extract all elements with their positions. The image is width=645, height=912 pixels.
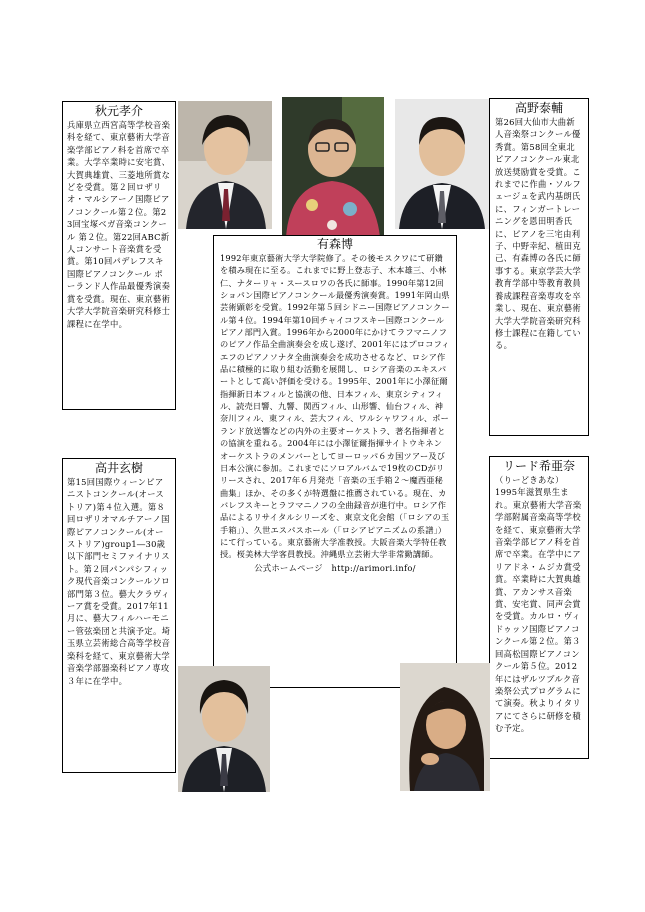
profile-name: 高野泰輔 [514,101,563,115]
profile-name: 有森博 [316,237,353,251]
portrait-arimori [282,97,384,237]
profile-bio: 第15回国際ウィーンピアニストコンクール(オーストリア)第４位入選。第８回ロザリオマルチアーノ国際ピアノコンクール(オーストリア)group1―30歳以下部門セミファイナリスト。第２回パンパシフィック現代音楽コンクールソロ部門第３位。藝大クラヴィーア賞を受賞。2017年11月に、藝大フィルハーモニー管弦楽団と共演予定。埼玉県立芸術総合高等学校音楽科を経て、東京藝術大学音楽学部器楽科ピアノ専攻３年に在学中。 [67,477,171,686]
profile-arimori [213,235,457,688]
profile-bio: 1992年東京藝術大学大学院修了。その後モスクワにて研鑽を積み現在に至る。これまでに野上登志子、木本雄三、小林仁、ナターリャ・スースロワの各氏に師事。1990年第12回ショパン国際ピアノコンクール最優秀演奏賞。1991年岡山県芸術顕彰を受賞。1992年第５回シドニー国際ピアノコンクール第４位。1994年第10回チャイコフスキー国際コンクールピアノ部門入賞。1996年から2000年にかけてラフマニノフのピアノ作品全曲演奏会を成し遂げ、2001年にはプロコフィエフのピアノソナタ全曲演奏会を成功させるなど、ロシア作品に積極的に取り組む活動を展開し、ロシア音楽のエキスパートとして高い評価を受ける。1995年、2001年に小澤征爾指揮新日本フィルと協演の他、日本フィル、東京シティフィル、読売日響、九響、関西フィル、山形響、仙台フィル、神奈川フィル、東フィル、芸大フィル、ワルシャワフィル、ポーランド放送響などの内外の主要オーケストラ、著名指揮者との協演を重ねる。2004年には小澤征爾指揮サイトウキネンオーケストラのメンバーとしてヨーロッパ６カ国ツアー及び日本公演に参加。これまでにソロアルバムで19枚のCDがリリースされ、2017年６月発売「音楽の玉手箱２～魔西亜秘曲集」ほか、その多くが特選盤に推薦されている。現在、カバレフスキーとラフマニノフの全曲録音が進行中。ロシア作品によるリサイタルシリーズを、東京文化会館（「ロシアの玉手箱」）、久世エスパスホール（「ロシアピアニズムの系譜」）にて行っている。東京藝術大学准教授。大阪音楽大学特任教授。桜美林大学客員教授。沖縄県立芸術大学非常勤講師。 [220,253,450,560]
portrait-takai [178,666,270,792]
profile-bio: 第26回大仙市大曲新人音楽祭コンクール優秀賞。第58回全東北ピアノコンクール東北放送奨励賞を受賞。これまでに作曲・ソルフェージュを武内基朗氏に、フィンガートレーニングを恩田明香氏に、ピアノを三宅由利子、中野幸紀、植田克己、有森博の各氏に師事する。東京学芸大学教育学部中等教育教員養成課程音楽専攻を卒業し、現在、東京藝術大学大学院音楽研究科修士課程に在籍している。 [495,117,581,351]
profile-reading: （りーどきあな） [495,475,564,485]
profile-reed [489,456,589,759]
portrait-takano [395,99,489,229]
homepage-link[interactable]: 公式ホームページ http://arimori.info/ [254,562,416,573]
portrait-reed [400,663,490,791]
profile-takai [62,458,176,773]
profile-bio: 1995年滋賀県生まれ。東京藝術大学音楽学部附属音楽高等学校を経て、東京藝術大学音楽学部ピアノ科を首席で卒業。在学中にアリアドネ・ムジカ賞受賞。卒業時に大賀典雄賞、アカンサス音楽賞、安宅賞、同声会賞を受賞。カルロ・ヴィドゥッソ国際ピアノコンクール第２位。第３回高松国際ピアノコンクール第５位。2012年にはザルツブルク音楽祭公式プログラムにて演奏。秋よりイタリアにてさらに研修を積む予定。 [495,487,582,734]
profile-name: リード希亜奈 [502,459,575,473]
profile-bio: 兵庫県立西宮高等学校音楽科を経て、東京藝術大学音楽学部ピアノ科を首席で卒業。大学卒業時に安宅賞、大賀典雄賞、三菱地所賞などを受賞。第２回ロザリオ・マルシアーノ国際ピアノコンクール第２位。第23回宝塚ベガ音楽コンクール 第２位。第22回ABC新人コンサート音楽賞を受賞。第10回パデレフスキ国際ピアノコンクール ポーランド人作品最優秀演奏賞を受賞。現在、東京藝術大学大学院音楽研究科修士課程に在学中。 [67,120,171,329]
profile-akimoto [62,101,176,410]
profile-name: 秋元孝介 [94,104,143,118]
portrait-akimoto [178,101,272,229]
profile-name: 高井玄樹 [94,461,143,475]
profile-takano [489,98,589,436]
